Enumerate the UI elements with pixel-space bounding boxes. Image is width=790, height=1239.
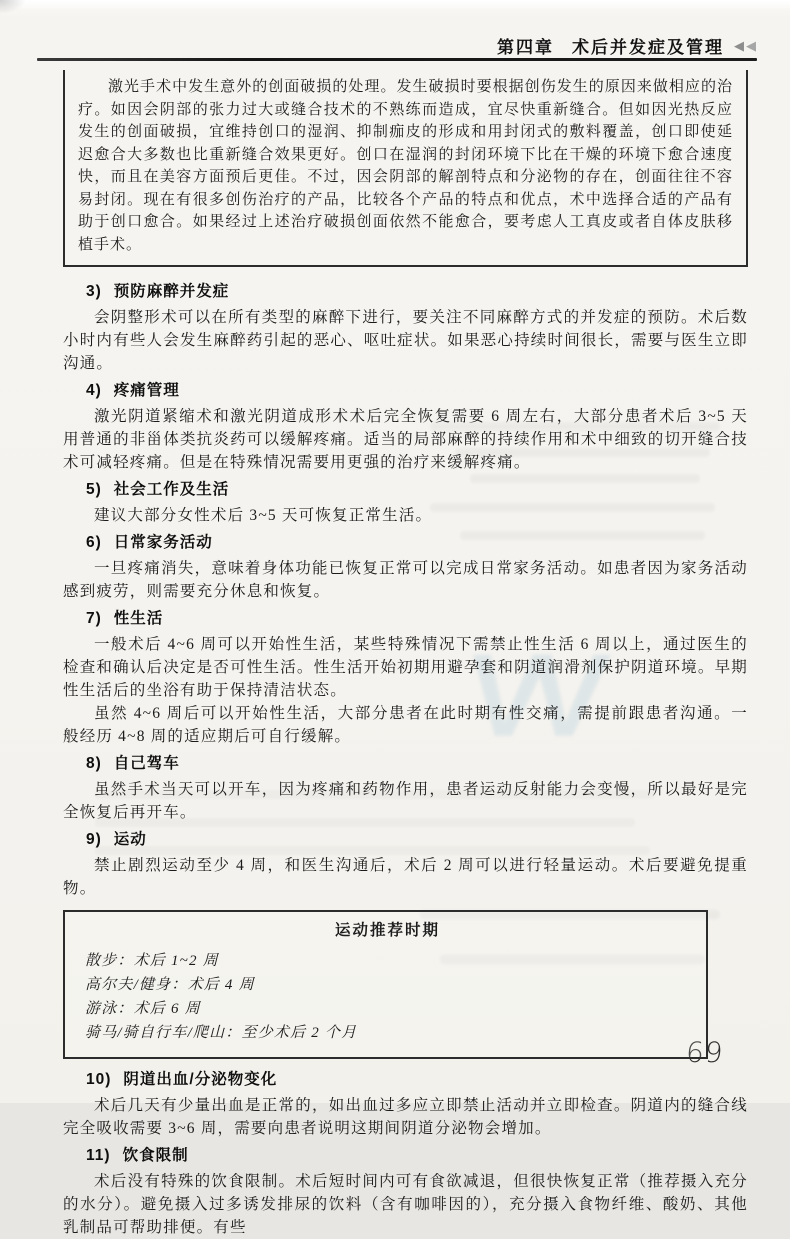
running-header	[497, 33, 756, 58]
section-heading-4	[63, 379, 748, 402]
section-title: 社会工作及生活	[113, 481, 230, 498]
section-heading-8	[63, 752, 748, 775]
section-number: 3)	[86, 283, 102, 300]
section-number: 10)	[86, 1071, 112, 1088]
header-divider-rule	[37, 58, 757, 61]
exercise-box-title: 运动推荐时期	[334, 922, 440, 939]
section-title: 饮食限制	[122, 1147, 189, 1164]
page-body	[63, 70, 748, 1239]
bleedthrough-mark	[95, 846, 650, 855]
section-title: 预防麻醉并发症	[113, 283, 230, 300]
section-number: 6)	[86, 534, 102, 551]
section-paragraph: 激光阴道紧缩术和激光阴道成形术术后完全恢复需要 6 周左右，大部分患者术后 3~5 天用普通的非甾体类抗炎药可以缓解疼痛。适当的局部麻醉的持续作用和术中细致的切开缝合技术可减轻疼痛。但是在特殊情况需要用更强的治疗来缓解疼痛。	[63, 408, 748, 471]
exercise-recommendation-box	[63, 910, 708, 1059]
scan-edge-highlight	[0, 0, 790, 10]
scan-corner-shadow	[0, 0, 26, 14]
bleedthrough-mark	[95, 818, 635, 827]
section-title: 阴道出血/分泌物变化	[123, 1071, 278, 1088]
section-paragraph: 术后没有特殊的饮食限制。术后短时间内可有食欲减退，但很快恢复正常（推荐摄入充分的水分）。避免摄入过多诱发排尿的饮料（含有咖啡因的），充分摄入食物纤维、酸奶、其他乳制品可帮助排便。有些	[63, 1173, 748, 1236]
section-number: 9)	[86, 831, 102, 848]
section-number: 11)	[86, 1147, 111, 1164]
section-title: 运动	[113, 831, 147, 848]
section-paragraph: 一般术后 4~6 周可以开始性生活，某些特殊情况下需禁止性生活 6 周以上，通过医生的检查和确认后决定是否可性生活。性生活开始初期用避孕套和阴道润滑剂保护阴道环境。早期性生活后的坐浴有助于保持清洁状态。	[63, 636, 748, 699]
section-paragraph: 虽然手术当天可以开车，因为疼痛和药物作用，患者运动反射能力会变慢，所以最好是完全恢复后再开车。	[63, 781, 748, 821]
section-number: 8)	[86, 755, 102, 772]
bleedthrough-mark	[430, 422, 720, 431]
section-paragraph: 禁止剧烈运动至少 4 周，和医生沟通后，术后 2 周可以进行轻量运动。术后要避免提重物。	[63, 857, 748, 897]
section-title: 自己驾车	[113, 755, 180, 772]
bleedthrough-mark	[430, 503, 715, 512]
left-triangle-icon: ◀	[734, 37, 744, 53]
bleedthrough-mark	[455, 448, 710, 457]
bleedthrough-mark	[470, 474, 700, 483]
chapter-title: 术后并发症及管理	[572, 38, 724, 57]
boxed-paragraph: 激光手术中发生意外的创面破损的处理。发生破损时要根据创伤发生的原因来做相应的治疗。如因会阴部的张力过大或缝合技术的不熟练而造成，宜尽快重新缝合。但如因光热反应发生的创面破损，宜维持创口的湿润、抑制痂皮的形成和用封闭式的敷料覆盖，创口即使延迟愈合大多数也比重新缝合效果更好。创口在湿润的封闭环境下比在干燥的环境下愈合速度快，而且在美容方面预后更佳。不过，因会阴部的解剖特点和分泌物的存在，创面往往不容易封闭。现在有很多创伤治疗的产品，比较各个产品的特点和优点，术中选择合适的产品有助于创口愈合。如果经过上述治疗破损创面依然不能愈合，要考虑人工真皮或者自体皮肤移植手术。	[78, 79, 733, 253]
exercise-item-golf-fitness: 高尔夫/健身：术后 4 周	[85, 977, 255, 993]
section-paragraph: 建议大部分女性术后 3~5 天可恢复正常生活。	[94, 507, 433, 524]
section-title: 日常家务活动	[113, 534, 213, 551]
section-paragraph: 会阴整形术可以在所有类型的麻醉下进行，要关注不同麻醉方式的并发症的预防。术后数小时内有些人会发生麻醉药引起的恶心、呕吐症状。如果恶心持续时间很长，需要与医生立即沟通。	[63, 309, 748, 372]
bleedthrough-mark	[95, 790, 655, 799]
section-title: 疼痛管理	[113, 382, 180, 399]
left-triangle-icon: ◀	[746, 37, 756, 53]
page-number: 69	[685, 1036, 726, 1069]
section-heading-10	[63, 1068, 748, 1091]
exercise-item-swimming: 游泳：术后 6 周	[85, 1001, 201, 1017]
section-paragraph: 术后几天有少量出血是正常的，如出血过多应立即禁止活动并立即检查。阴道内的缝合线完全吸收需要 3~6 周，需要向患者说明这期间阴道分泌物会增加。	[63, 1097, 748, 1137]
section-number: 5)	[86, 481, 102, 498]
section-heading-3	[63, 280, 748, 303]
section-number: 7)	[86, 610, 102, 627]
section-title: 性生活	[113, 610, 164, 627]
exercise-item-riding-climbing: 骑马/骑自行车/爬山：至少术后 2 个月	[85, 1025, 358, 1041]
exercise-item-walking: 散步：术后 1~2 周	[85, 953, 219, 969]
section-heading-7	[63, 607, 748, 630]
header-arrows-icon	[734, 38, 756, 54]
section-paragraph: 虽然 4~6 周后可以开始性生活，大部分患者在此时期有性交痛，需提前跟患者沟通。一般经历 4~8 周的适应期后可自行缓解。	[63, 705, 748, 745]
bleedthrough-mark	[460, 531, 705, 540]
section-paragraph: 一旦疼痛消失，意味着身体功能已恢复正常可以完成日常家务活动。如患者因为家务活动感到疲劳，则需要充分休息和恢复。	[63, 560, 748, 600]
section-heading-11	[63, 1144, 748, 1167]
bleedthrough-logo-watermark: VV	[461, 630, 597, 762]
continued-text-box	[63, 70, 748, 267]
chapter-label: 第四章	[497, 38, 554, 57]
section-number: 4)	[86, 382, 102, 399]
